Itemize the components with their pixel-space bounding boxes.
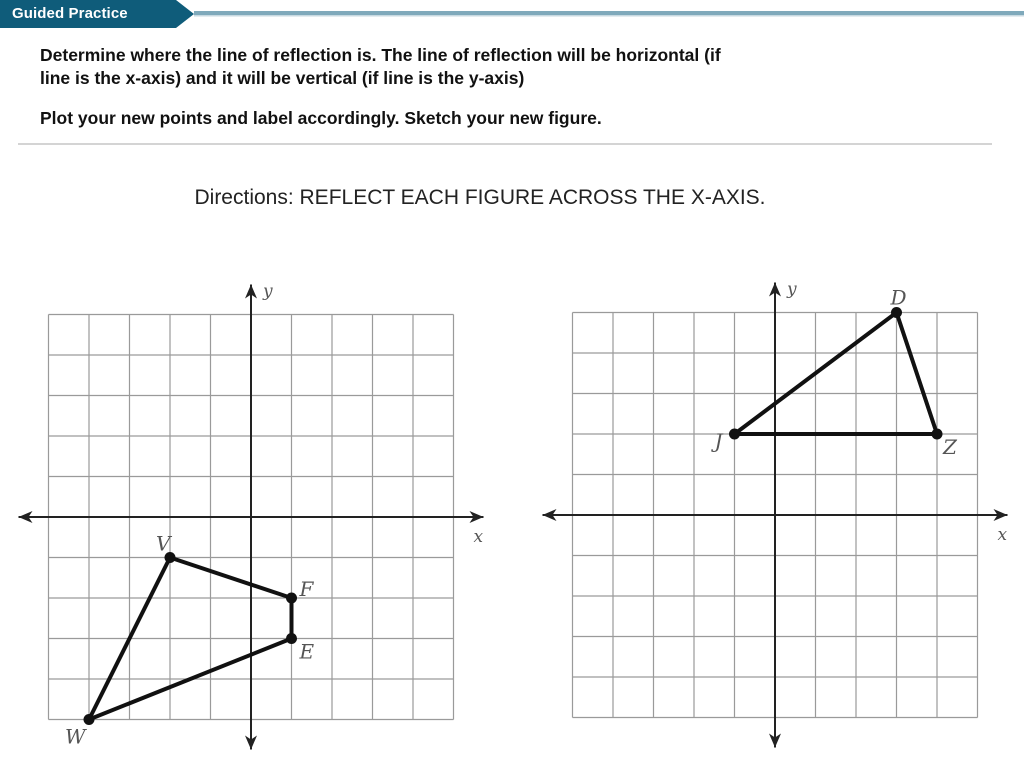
divider xyxy=(18,143,992,145)
instruction-line-3: Plot your new points and label accordingly. Sketch your new figure. xyxy=(40,108,602,128)
coordinate-graph-left xyxy=(14,280,494,760)
y-axis-label: y xyxy=(263,281,273,302)
directions-text: Directions: REFLECT EACH FIGURE ACROSS THE X-AXIS. xyxy=(194,186,766,209)
vertex-label-f: F xyxy=(299,577,314,601)
instruction-line-2: line is the x-axis) and it will be vertical (if line is the y-axis) xyxy=(40,68,525,88)
instruction-line-1: Determine where the line of reflection is. The line of reflection will be horizontal (if xyxy=(40,45,721,65)
vertex-point-z xyxy=(932,429,943,440)
vertex-label-w: W xyxy=(65,724,86,749)
header-banner xyxy=(0,0,1024,30)
vertex-point-j xyxy=(729,429,740,440)
y-axis-label: y xyxy=(787,280,797,300)
vertex-label-d: D xyxy=(890,285,907,310)
figure-polygon xyxy=(735,313,938,435)
vertex-point-f xyxy=(286,593,297,604)
coordinate-graph-right xyxy=(540,280,1020,760)
vertex-point-w xyxy=(84,714,95,725)
x-axis-label: x xyxy=(997,525,1008,545)
banner-title: Guided Practice xyxy=(12,5,128,22)
banner-shape xyxy=(0,0,1024,30)
x-axis-label: x xyxy=(473,527,484,547)
vertex-label-e: E xyxy=(299,639,315,664)
vertex-point-e xyxy=(286,633,297,644)
vertex-label-v: V xyxy=(156,531,171,556)
instructions xyxy=(40,44,840,130)
vertex-label-j: J xyxy=(714,429,723,453)
vertex-label-z: Z xyxy=(943,435,957,459)
